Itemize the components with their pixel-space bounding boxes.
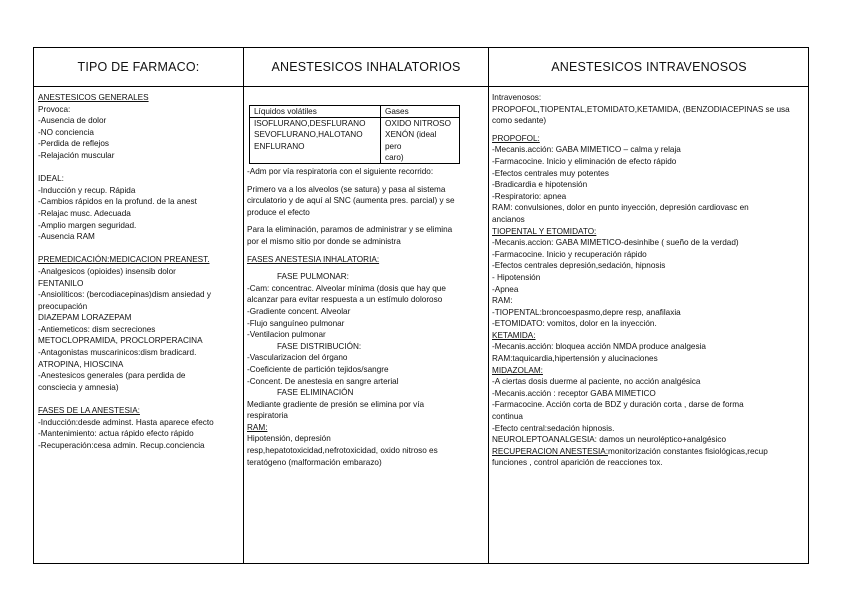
propofol-title: PROPOFOL: [492, 133, 540, 143]
text-line: -A ciertas dosis duerme al paciente, no acción analgésica [492, 377, 701, 387]
text-line: -TIOPENTAL:broncoespasmo,depre resp, anafilaxia [492, 307, 681, 317]
fase-distribucion-label: FASE DISTRIBUCIÓN: [277, 341, 362, 351]
text-line: -Efectos centrales depresión,sedación, hipnosis [492, 261, 666, 271]
text-line: -Ausencia RAM [38, 232, 95, 242]
text-line: -Anestesicos generales (para perdida de [38, 371, 186, 381]
text-line: produce el efecto [247, 207, 310, 217]
provoca-list [38, 115, 242, 161]
text-line: respiratoria [247, 411, 288, 421]
text-line: preocupación [38, 301, 88, 311]
text-line: como sedante) [492, 116, 547, 126]
ketamida-title: KETAMIDA: [492, 330, 536, 340]
text-line: -Ansiolíticos: (bercodiacepinas)dism ansiedad y [38, 290, 211, 300]
ideal-label: IDEAL: [38, 174, 64, 184]
midazolam-list [492, 376, 808, 434]
text-line: DIAZEPAM LORAZEPAM [38, 313, 132, 323]
text-line: ATROPINA, HIOSCINA [38, 359, 124, 369]
eliminacion-paragraph [247, 224, 488, 247]
text-line: -Ausencia de dolor [38, 116, 107, 126]
text-line: resp,hepatotoxicidad,nefrotoxicidad, oxido nitroso es [247, 446, 438, 456]
text-line: circulatorio y de aquí al SNC (aumenta pres. parcial) y se [247, 196, 455, 206]
recuperacion-anestesia [492, 446, 808, 458]
tiopental-title: TIOPENTAL Y ETOMIDATO: [492, 226, 597, 236]
text-line: -Farmacocine. Inicio y recuperación rápido [492, 249, 647, 259]
text-line: -Apnea [492, 284, 519, 294]
text-line: -Cambios rápidos en la profund. de la anest [38, 197, 197, 207]
fase-pulmonar-list [247, 283, 488, 341]
text-line: -Relajación muscular [38, 150, 115, 160]
adm-via-respiratoria: -Adm por vía respiratoria con el siguiente recorrido: [247, 167, 434, 177]
text-line: Mediante gradiente de presión se elimina por vía [247, 399, 425, 409]
text-line: -Concent. De anestesia en sangre arterial [247, 376, 399, 386]
text-line: -Antiemeticos: dism secreciones [38, 324, 156, 334]
text-line: -Recuperación:cesa admin. Recup.conciencia [38, 440, 205, 450]
fases-anestesia-title: FASES DE LA ANESTESIA: [38, 406, 140, 416]
recuperacion-line-1: monitorización constantes fisiológicas,recup [608, 446, 768, 456]
text-line: -Relajac musc. Adecuada [38, 208, 131, 218]
column-tipo-farmaco [38, 92, 242, 451]
text-line: -Inducción:desde adminst. Hasta aparece efecto [38, 417, 214, 427]
text-line: -Efectos centrales muy potentes [492, 168, 609, 178]
midazolam-title: MIDAZOLAM: [492, 365, 543, 375]
primero-paragraph [247, 184, 488, 219]
text-line: - Hipotensión [492, 272, 541, 282]
text-line: -Efecto central:sedación hipnosis. [492, 423, 615, 433]
neuroleptoanalgesia: NEUROLEPTOANALGESIA: damos un neuroléptico+analgésico [492, 435, 726, 445]
column-inhalatorios [244, 105, 488, 468]
fases-anestesia-list [38, 417, 242, 452]
text-line: por el mismo sitio por donde se administra [247, 236, 401, 246]
agents-table-cell-liquidos: ISOFLURANO,DESFLURANO SEVOFLURANO,HALOTANO ENFLURANO [250, 118, 381, 164]
text-line: RAM: [492, 296, 513, 306]
anestesicos-generales-title: ANESTESICOS GENERALES [38, 93, 149, 102]
text-line: alcanzar para evitar respuesta a un estímulo doloroso [247, 295, 443, 305]
header-intravenosos: ANESTESICOS INTRAVENOSOS [551, 60, 747, 74]
recuperacion-line-2: funciones , control aparición de reacciones tox. [492, 458, 663, 468]
text-line: -Mecanis.accion: GABA MIMETICO-desinhibe ( sueño de la verdad) [492, 238, 739, 248]
fase-eliminacion-list [247, 399, 488, 422]
ideal-list [38, 185, 242, 243]
text-line: Hipotensión, depresión [247, 434, 331, 444]
text-line: -Coeficiente de partición tejidos/sangre [247, 364, 389, 374]
text-line: continua [492, 412, 523, 422]
text-line: -Ventilacion pulmonar [247, 330, 326, 340]
intravenosos-intro [492, 92, 808, 127]
text-line: -Bradicardia e hipotensión [492, 180, 588, 190]
ram-label: RAM: [247, 422, 268, 432]
column-divider [488, 48, 489, 563]
text-line: -Mecanis.acción: GABA MIMETICO – calma y relaja [492, 145, 681, 155]
text-line: PROPOFOL,TIOPENTAL,ETOMIDATO,KETAMIDA, (BENZODIACEPINAS se usa [492, 104, 790, 114]
text-line: -Gradiente concent. Alveolar [247, 306, 351, 316]
agents-table-head-gases: Gases [381, 106, 460, 118]
text-line: Primero va a los alveolos (se satura) y pasa al sistema [247, 184, 446, 194]
agents-table-cell-gases: OXIDO NITROSO XENÓN (ideal pero caro) [381, 118, 460, 164]
text-line: -Cam: concentrac. Alveolar mínima (dosis que hay que [247, 283, 446, 293]
text-line: -Amplio margen seguridad. [38, 220, 137, 230]
ram-list [247, 433, 488, 468]
text-line: -Perdida de reflejos [38, 139, 109, 149]
header-inhalatorios: ANESTESICOS INHALATORIOS [271, 60, 461, 74]
recuperacion-title: RECUPERACION ANESTESIA: [492, 446, 609, 456]
text-line: RAM: convulsiones, dolor en punto inyección, depresión cardiovasc en [492, 203, 749, 213]
tiopental-list [492, 237, 808, 330]
column-intravenosos [492, 92, 808, 469]
text-line: ancianos [492, 214, 525, 224]
text-line: Para la eliminación, paramos de administrar y se elimina [247, 225, 453, 235]
text-line: -Flujo sanguíneo pulmonar [247, 318, 345, 328]
text-line: -Mecanis.acción: bloquea acción NMDA produce analgesia [492, 342, 706, 352]
text-line: -Antagonistas muscarinicos:dism bradicard. [38, 348, 197, 358]
text-line: -Farmacocine. Inicio y eliminación de efecto rápido [492, 156, 677, 166]
fases-inhalatoria-title: FASES ANESTESIA INHALATORIA: [247, 254, 380, 264]
agents-table [249, 105, 460, 164]
fase-eliminacion-label: FASE ELIMINACIÓN [277, 388, 354, 398]
text-line: teratógeno (malformación embarazo) [247, 457, 382, 467]
premedicacion-list [38, 266, 242, 394]
text-line: -ETOMIDATO: vomitos, dolor en la inyección. [492, 319, 657, 329]
text-line: -Respiratorio: apnea [492, 191, 567, 201]
text-line: RAM:taquicardia,hipertensión y alucinaciones [492, 354, 658, 364]
text-line: -Inducción y recup. Rápida [38, 185, 136, 195]
text-line: -Mantenimiento: actua rápido efecto rápido [38, 429, 194, 439]
provoca-label: Provoca: [38, 104, 71, 114]
text-line: -Mecanis.acción : receptor GABA MIMETICO [492, 388, 656, 398]
header-divider [34, 86, 808, 87]
pharmacology-table [33, 47, 809, 564]
text-line: Intravenosos: [492, 93, 542, 102]
premedicacion-title: PREMEDICACIÓN:MEDICACION PREANEST. [38, 255, 210, 265]
propofol-list [492, 144, 808, 225]
text-line: FENTANILO [38, 278, 84, 288]
fase-distribucion-list [247, 352, 488, 387]
text-line: -Vascularizacion del órgano [247, 353, 348, 363]
ketamida-list [492, 341, 808, 364]
header-tipo-farmaco: TIPO DE FARMACO: [77, 60, 200, 74]
agents-table-head-liquidos: Líquidos volátiles [250, 106, 381, 118]
text-line: -Analgesicos (opioides) insensib dolor [38, 266, 176, 276]
text-line: -Farmacocine. Acción corta de BDZ y duración corta , darse de forma [492, 400, 744, 410]
text-line: -NO conciencia [38, 127, 94, 137]
fase-pulmonar-label: FASE PULMONAR: [277, 272, 349, 282]
text-line: METOCLOPRAMIDA, PROCLORPERACINA [38, 336, 203, 346]
text-line: consciecia y amnesia) [38, 382, 119, 392]
